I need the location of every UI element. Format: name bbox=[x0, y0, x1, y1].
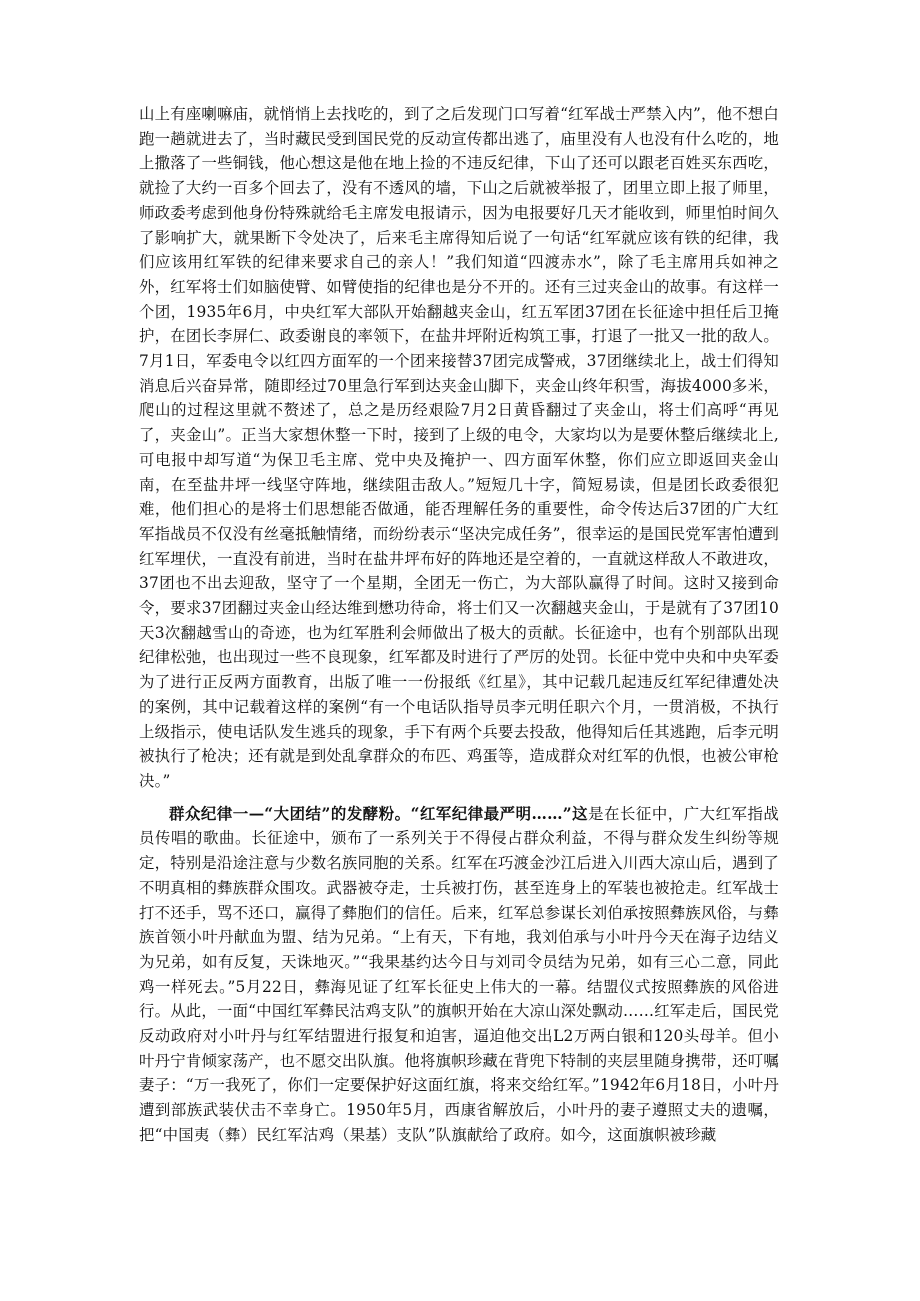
song-quote: “红军纪律最严明……”这 bbox=[410, 804, 589, 823]
paragraph-mass-discipline bbox=[139, 802, 779, 1148]
paragraph-discipline-stories: 山上有座喇嘛庙，就悄悄上去找吃的，到了之后发现门口写着“红军战士严禁入内”，他不想白跑一趟就进去了，当时藏民受到国民党的反动宣传都出逃了，庙里没有人也没有什么吃的，地上撒落了一些铜钱，他心想这是他在地上捡的不违反纪律，下山了还可以跟老百姓买东西吃，就捡了大约一百多个回去了，没有不透风的墙，下山之后就被举报了，团里立即上报了师里，师政委考虑到他身份特殊就给毛主席发电报请示，因为电报要好几天才能收到，师里怕时间久了影响扩大，就果断下令处决了，后来毛主席得知后说了一句话“红军就应该有铁的纪律，我们应该用红军铁的纪律来要求自己的亲人！”我们知道“四渡赤水”，除了毛主席用兵如神之外，红军将士们如脑使臂、如臂使指的纪律也是分不开的。还有三过夹金山的故事。有这样一个团，1935年6月，中央红军大部队开始翻越夹金山，红五军团37团在长征途中担任后卫掩护，在团长李屏仁、政委谢良的率领下，在盐井坪附近构筑工事，打退了一批又一批的敌人。7月1日，军委电令以红四方面军的一个团来接替37团完成警戒，37团继续北上，战士们得知消息后兴奋异常，随即经过70里急行军到达夹金山脚下，夹金山终年积雪，海拔4000多米，爬山的过程这里就不赘述了，总之是历经艰险7月2日黄昏翻过了夹金山，将士们高呼“再见了，夹金山”。正当大家想休整一下时，接到了上级的电令，大家均以为是要休整后继续北上,可电报中却写道“为保卫毛主席、党中央及掩护一、四方面军休整，你们应立即返回夹金山南，在至盐井坪一线坚守阵地，继续阻击敌人。”短短几十字，简短易读，但是团长政委很犯难，他们担心的是将士们思想能否做通，能否理解任务的重要性，命令传达后37团的广大红军指战员不仅没有丝毫抵触情绪，而纷纷表示“坚决完成任务”，很幸运的是国民党军害怕遭到红军埋伏，一直没有前进，当时在盐井坪布好的阵地还是空着的，一直就这样敌人不敢进攻，37团也不出去迎敌，坚守了一个星期，全团无一伤亡，为大部队赢得了时间。这时又接到命令，要求37团翻过夹金山经达维到懋功待命，将士们又一次翻越夹金山，于是就有了37团10天3次翻越雪山的奇迹，也为红军胜利会师做出了极大的贡献。长征途中，也有个别部队出现纪律松弛，也出现过一些不良现象，红军都及时进行了严厉的处罚。长征中党中央和中央军委为了进行正反两方面教育，出版了唯一一份报纸《红星》，其中记载几起违反红军纪律遭处决的案例，其中记载着这样的案例“有一个电话队指导员李元明任职六个月，一贯消极，不执行上级指示，使电话队发生逃兵的现象，手下有两个兵要去投敌，他得知后任其逃跑，后李元明被执行了枪决；还有就是到处乱拿群众的布匹、鸡蛋等，造成群众对红军的仇恨，也被公审枪决。” bbox=[139, 105, 779, 790]
paragraph-body-text: 是在长征中，广大红军指战员传唱的歌曲。长征途中，颁布了一系列关于不得侵占群众利益，不得与群众发生纠纷等规定，特别是沿途注意与少数名族同胞的关系。红军在巧渡金沙江后进入川西大凉山后，遇到了不明真相的彝族群众围攻。武器被夺走，士兵被打伤，甚至连身上的军装也被抢走。红军战士打不还手，骂不还口，赢得了彝胞们的信任。后来，红军总参谋长刘伯承按照彝族风俗，与彝族首领小叶丹献血为盟、结为兄弟。“上有天，下有地，我刘伯承与小叶丹今天在海子边结义为兄弟，如有反复，天诛地灭。”“我果基约达今日与刘司令员结为兄弟，如有三心二意，同此鸡一样死去。”5月22日，彝海见证了红军长征史上伟大的一幕。结盟仪式按照彝族的风俗进行。从此，一面“中国红军彝民沽鸡支队”的旗帜开始在大凉山深处飘动……红军走后，国民党反动政府对小叶丹与红军结盟进行报复和迫害，逼迫他交出L2万两白银和120头母羊。但小叶丹宁肯倾家荡产，也不愿交出队旗。他将旗帜珍藏在背兜下特制的夹层里随身携带，还叮嘱妻子：“万一我死了，你们一定要保护好这面红旗，将来交给红军。”1942年6月18日，小叶丹遭到部族武装伏击不幸身亡。1950年5月，西康省解放后，小叶丹的妻子遵照丈夫的遗嘱，把“中国夷（彝）民红军沽鸡（果基）支队”队旗献给了政府。如今，这面旗帜被珍藏 bbox=[139, 804, 780, 1144]
section-heading: 群众纪律一—“大团结”的发酵粉。 bbox=[169, 804, 411, 823]
